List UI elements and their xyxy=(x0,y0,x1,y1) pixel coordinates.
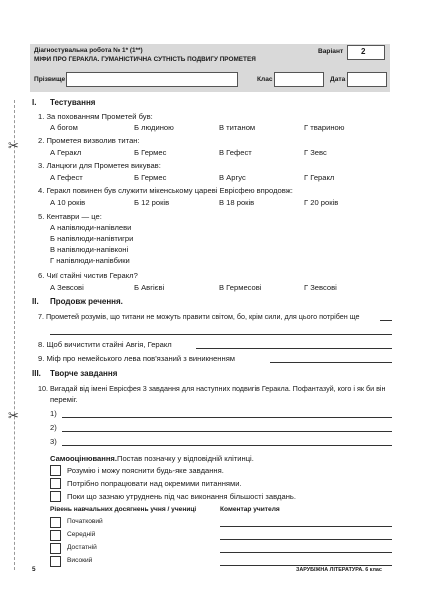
section-1-title: Тестування xyxy=(50,98,96,107)
variant-label: Варіант xyxy=(318,48,344,55)
q5-option-d[interactable]: Г напівлюди-напівбики xyxy=(50,256,130,265)
item-9: 9. Міф про немейського лева пов'язаний з виникненням xyxy=(38,354,236,363)
variant-box xyxy=(347,45,385,60)
answer-line[interactable] xyxy=(62,417,392,418)
teacher-comment-title: Коментар учителя xyxy=(220,506,280,513)
q6-option-b[interactable]: Б Авгієві xyxy=(134,283,165,292)
section-3-title: Творче завдання xyxy=(50,369,118,378)
task-2-label: 2) xyxy=(50,423,57,432)
q5-option-a[interactable]: А напівлюди-напівлеви xyxy=(50,223,132,232)
level-label: Достатній xyxy=(67,544,97,551)
answer-line[interactable] xyxy=(270,362,392,363)
q4-option-c[interactable]: В 18 років xyxy=(219,198,255,207)
q6-option-d[interactable]: Г Зевсові xyxy=(304,283,337,292)
comment-line[interactable] xyxy=(220,539,392,540)
q5-option-c[interactable]: В напівлюди-напівконі xyxy=(50,245,129,254)
date-label: Дата xyxy=(330,76,346,83)
q3-option-c[interactable]: В Аргус xyxy=(219,173,246,182)
q2-option-a[interactable]: А Геракл xyxy=(50,148,82,157)
comment-line[interactable] xyxy=(220,552,392,553)
q6-option-a[interactable]: А Зевсові xyxy=(50,283,84,292)
question-4: 4. Геракл повинен був служити мікенському цареві Еврісфею впродовж: xyxy=(38,186,293,195)
question-2: 2. Прометея визволив титан: xyxy=(38,136,140,145)
scissors-icon: ✂ xyxy=(8,138,19,153)
q5-option-b[interactable]: Б напівлюди-напівтигри xyxy=(50,234,134,243)
selfcheck-item: Розумію і можу пояснити будь-яке завдання. xyxy=(67,466,224,475)
work-title: Діагностувальна робота № 1* (1**) xyxy=(34,47,143,54)
question-5: 5. Кентаври — це: xyxy=(38,212,102,221)
q4-option-b[interactable]: Б 12 років xyxy=(134,198,170,207)
selfcheck-checkbox[interactable] xyxy=(50,491,61,502)
task-3-label: 3) xyxy=(50,437,57,446)
section-2-title: Продовж речення. xyxy=(50,297,123,306)
surname-label: Прізвище xyxy=(34,76,66,83)
q3-option-d[interactable]: Г Геракл xyxy=(304,173,335,182)
q4-option-a[interactable]: А 10 років xyxy=(50,198,86,207)
q2-option-d[interactable]: Г Зевс xyxy=(304,148,327,157)
section-2-number: II. xyxy=(32,297,39,306)
selfcheck-checkbox[interactable] xyxy=(50,465,61,476)
level-checkbox[interactable] xyxy=(50,517,61,528)
scissors-icon: ✂ xyxy=(8,408,19,423)
q4-option-d[interactable]: Г 20 років xyxy=(304,198,339,207)
section-3-number: III. xyxy=(32,369,41,378)
q6-option-c[interactable]: В Гермесові xyxy=(219,283,262,292)
q1-option-b[interactable]: Б людиною xyxy=(134,123,174,132)
q2-option-c[interactable]: В Гефест xyxy=(219,148,252,157)
question-3: 3. Ланцюги для Прометея викував: xyxy=(38,161,161,170)
levels-title: Рівень навчальних досягнень учня / учениці xyxy=(50,506,197,513)
question-1: 1. За похованням Прометей був: xyxy=(38,112,153,121)
level-checkbox[interactable] xyxy=(50,556,61,567)
level-label: Високий xyxy=(67,557,93,564)
subject-footer: ЗАРУБІЖНА ЛІТЕРАТУРА. 6 клас xyxy=(296,567,382,573)
class-field[interactable] xyxy=(274,72,324,87)
level-label: Середній xyxy=(67,531,96,538)
answer-line[interactable] xyxy=(62,431,392,432)
date-field[interactable] xyxy=(347,72,387,87)
q3-option-a[interactable]: А Гефест xyxy=(50,173,83,182)
selfcheck-item: Потрібно попрацювати над окремими питаннями. xyxy=(67,479,242,488)
level-checkbox[interactable] xyxy=(50,530,61,541)
selfcheck-checkbox[interactable] xyxy=(50,478,61,489)
cut-line xyxy=(14,100,15,570)
item-7: 7. Прометей розумів, що титани не можуть правити світом, бо, крім сили, для цього потрібен ще xyxy=(38,312,360,321)
answer-line[interactable] xyxy=(50,334,392,335)
answer-line[interactable] xyxy=(62,445,392,446)
level-label: Початковий xyxy=(67,518,103,525)
item-10-continued: переміг. xyxy=(50,395,78,404)
item-8: 8. Щоб вичистити стайні Авгія, Геракл xyxy=(38,340,172,349)
q1-option-d[interactable]: Г твариною xyxy=(304,123,345,132)
selfcheck-title: Самооцінювання. xyxy=(50,454,117,463)
answer-line[interactable] xyxy=(380,320,392,321)
page-number: 5 xyxy=(32,566,36,573)
q2-option-b[interactable]: Б Гермес xyxy=(134,148,167,157)
class-label: Клас xyxy=(257,76,273,83)
q3-option-b[interactable]: Б Гермес xyxy=(134,173,167,182)
answer-line[interactable] xyxy=(196,348,392,349)
item-10: 10. Вигадай від імені Еврісфея 3 завдання для наступних подвигів Геракла. Пофантазуй, кого і як би він xyxy=(38,384,386,393)
question-6: 6. Чиї стайні чистив Геракл? xyxy=(38,271,138,280)
selfcheck-subtitle: Постав позначку у відповідній клітинці. xyxy=(117,454,254,463)
comment-line[interactable] xyxy=(220,565,392,566)
surname-field[interactable] xyxy=(66,72,238,87)
selfcheck-item: Поки що зазнаю утруднень під час виконання більшості завдань. xyxy=(67,492,296,501)
q1-option-c[interactable]: В титаном xyxy=(219,123,256,132)
topic-title: МІФИ ПРО ГЕРАКЛА. ГУМАНІСТИЧНА СУТНІСТЬ ПОДВИГУ ПРОМЕТЕЯ xyxy=(34,56,256,63)
task-1-label: 1) xyxy=(50,409,57,418)
q1-option-a[interactable]: А богом xyxy=(50,123,78,132)
comment-line[interactable] xyxy=(220,526,392,527)
variant-value: 2 xyxy=(361,47,366,56)
level-checkbox[interactable] xyxy=(50,543,61,554)
section-1-number: I. xyxy=(32,98,37,107)
